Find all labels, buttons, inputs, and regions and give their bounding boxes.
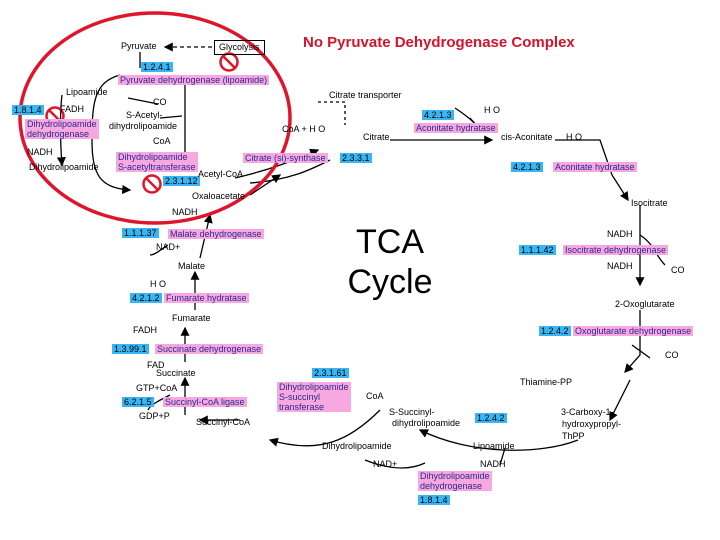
enzyme-label: Malate dehydrogenase bbox=[170, 229, 262, 239]
enzyme-line: dehydrogenase bbox=[27, 129, 90, 139]
ec-badge: 4.2.1.2 bbox=[132, 293, 160, 303]
enzyme-line: Dihydrolipoamide bbox=[27, 119, 97, 129]
ec-badge: 1.3.99.1 bbox=[114, 344, 147, 354]
nadh-label: NADH bbox=[27, 147, 53, 157]
ec-badge: 4.2.1.3 bbox=[424, 110, 452, 120]
ec-badge: 1.2.4.1 bbox=[143, 62, 171, 72]
nad-label: NAD+ bbox=[373, 459, 398, 469]
co2-label: CO bbox=[671, 265, 685, 275]
lipoamide-label: Lipoamide bbox=[473, 441, 515, 451]
co2-label: CO bbox=[665, 350, 679, 360]
acetyl-coa-label: Acetyl-CoA bbox=[198, 169, 244, 179]
coa-label: CoA bbox=[366, 391, 384, 401]
citrate-label: Citrate bbox=[363, 132, 390, 142]
enzyme-label bbox=[418, 471, 492, 491]
coa-h2o-label: CoA + H O bbox=[282, 124, 326, 134]
no-entry-icon bbox=[141, 173, 163, 195]
enzyme-line: S-succinyl bbox=[279, 392, 321, 402]
enzyme-label bbox=[277, 382, 351, 412]
ec-badge: 1.1.1.42 bbox=[521, 245, 554, 255]
hydroxypropyl-label: hydroxypropyl- bbox=[562, 419, 622, 429]
tca-label: TCA bbox=[356, 223, 424, 261]
gtp-coa-label: GTP+CoA bbox=[136, 383, 178, 393]
ec-badge: 1.8.1.4 bbox=[14, 105, 42, 115]
ec-badge: 2.3.3.1 bbox=[342, 153, 370, 163]
ec-badge: 6.2.1.5 bbox=[124, 397, 152, 407]
cycle-label: Cycle bbox=[347, 263, 433, 301]
s-acetyl-label: S-Acetyl- bbox=[126, 110, 163, 120]
gdp-p-label: GDP+P bbox=[139, 411, 170, 421]
fadh2-label: FADH bbox=[133, 325, 158, 335]
ec-badge: 1.8.1.4 bbox=[420, 495, 448, 505]
s-succinyl-label: S-Succinyl- bbox=[389, 407, 435, 417]
enzyme-label: Isocitrate dehydrogenase bbox=[565, 245, 667, 255]
oxoglutarate-label: 2-Oxoglutarate bbox=[615, 299, 675, 309]
fadh-label: FADH bbox=[60, 104, 85, 114]
enzyme-line: Dihydrolipoamide bbox=[118, 152, 188, 162]
ec-badge: 1.1.1.37 bbox=[124, 228, 157, 238]
thiamine-pp-label: Thiamine-PP bbox=[520, 377, 573, 387]
pyruvate-label: Pyruvate bbox=[121, 41, 157, 51]
ec-badge: 4.2.1.3 bbox=[513, 162, 541, 172]
thpp-label: ThPP bbox=[562, 431, 585, 441]
enzyme-label: Aconitate hydratase bbox=[555, 162, 635, 172]
fumarate-label: Fumarate bbox=[172, 313, 211, 323]
malate-label: Malate bbox=[178, 261, 206, 271]
nadh-label: NADH bbox=[607, 261, 633, 271]
enzyme-label: Oxoglutarate dehydrogenase bbox=[575, 326, 692, 336]
nad-label: NAD+ bbox=[156, 242, 181, 252]
nadh-label: NADH bbox=[480, 459, 506, 469]
enzyme-label: Pyruvate dehydrogenase (lipoamide) bbox=[120, 75, 268, 85]
enzyme-line: transferase bbox=[279, 402, 325, 412]
fad-label: FAD bbox=[147, 360, 165, 370]
enzyme-label: Citrate (si)-synthase bbox=[245, 153, 326, 163]
ec-badge: 2.3.1.12 bbox=[165, 176, 198, 186]
enzyme-label: Succinate dehydrogenase bbox=[157, 344, 262, 354]
lipoamide-label: Lipoamide bbox=[66, 87, 108, 97]
coa-label: CoA bbox=[153, 136, 171, 146]
dihydrolipoamide-label: Dihydrolipoamide bbox=[322, 441, 392, 451]
citrate-transporter-label: Citrate transporter bbox=[329, 90, 402, 100]
ec-badge: 1.2.4.2 bbox=[477, 413, 505, 423]
enzyme-line: dehydrogenase bbox=[420, 481, 483, 491]
ec-badge: 2.3.1.61 bbox=[314, 368, 347, 378]
enzyme-line: S-acetyltransferase bbox=[118, 162, 196, 172]
oxaloacetate-label: Oxaloacetate bbox=[192, 191, 246, 201]
h2o-label: H O bbox=[484, 105, 501, 115]
enzyme-label: Aconitate hydratase bbox=[416, 123, 496, 133]
nadh-label: NADH bbox=[607, 229, 633, 239]
isocitrate-label: Isocitrate bbox=[631, 198, 668, 208]
h2o-label: H O bbox=[566, 132, 583, 142]
glycolysis-label: Glycolysis bbox=[214, 40, 265, 55]
co2-label: CO bbox=[153, 97, 167, 107]
dihydrolipoamide-label: dihydrolipoamide bbox=[109, 121, 178, 131]
page-title: No Pyruvate Dehydrogenase Complex bbox=[303, 34, 575, 51]
cis-aconitate-label: cis-Aconitate bbox=[501, 132, 553, 142]
h2o-label: H O bbox=[150, 279, 167, 289]
enzyme-label bbox=[25, 119, 99, 139]
dihydrolipoamide-label: Dihydrolipoamide bbox=[29, 162, 99, 172]
nadh-label: NADH bbox=[172, 207, 198, 217]
enzyme-label: Succinyl-CoA ligase bbox=[165, 397, 245, 407]
succinate-label: Succinate bbox=[156, 368, 196, 378]
enzyme-label bbox=[116, 152, 198, 172]
ec-badge: 1.2.4.2 bbox=[541, 326, 569, 336]
enzyme-line: Dihydrolipoamide bbox=[420, 471, 490, 481]
dihydrolipoamide-label: dihydrolipoamide bbox=[392, 418, 461, 428]
succinyl-coa-label: Succinyl-CoA bbox=[196, 417, 251, 427]
enzyme-line: Dihydrolipoamide bbox=[279, 382, 349, 392]
carboxy-label: 3-Carboxy-1- bbox=[561, 407, 614, 417]
enzyme-label: Fumarate hydratase bbox=[166, 293, 247, 303]
